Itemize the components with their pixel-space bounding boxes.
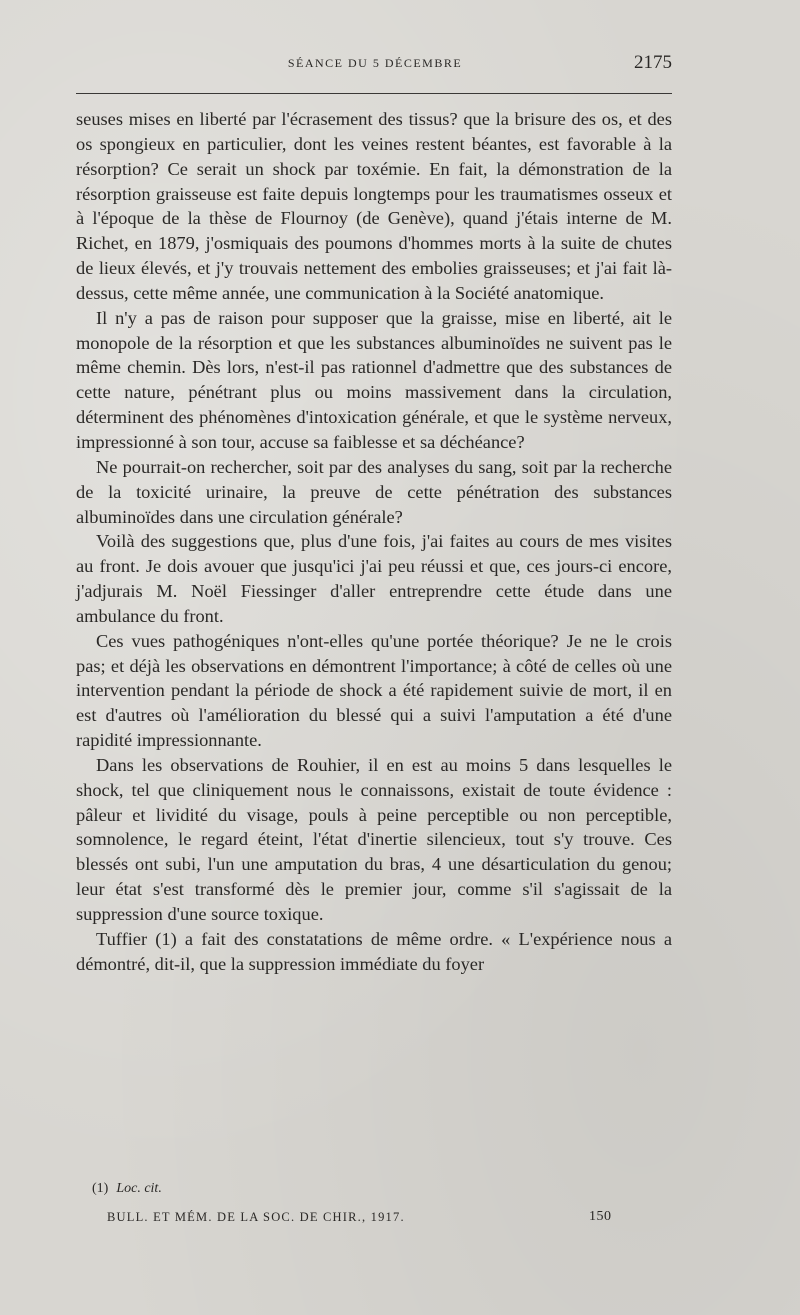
paragraph-1: seuses mises en liberté par l'écrasement des tissus? que la brisure des os, et des os spongieux en particulier, dont les veines restent béantes, est favorable à la résorption? Ce serait un shock par toxémie. En fait, la démonstration de la résorption graisseuse est faite depuis longtemps pour les traumatismes osseux et à l'époque de la thèse de Flournoy (de Genève), quand j'étais interne de M. Richet, en 1879, j'osmiquais des poumons d'hommes morts à la suite de chutes de lieux élevés, et j'y trouvais nettement des embolies graisseuses; et j'ai fait là-dessus, cette même année, une communication à la Société anatomique. [76, 109, 672, 303]
paragraph-4: Voilà des suggestions que, plus d'une fois, j'ai faites au cours de mes visites au front. Je dois avouer que jusqu'ici j'ai peu réussi et que, ces jours-ci encore, j'adjurais M. Noël Fiessinger d'aller entreprendre cette étude dans une ambulance du front. [76, 531, 672, 626]
signature-line [107, 1209, 627, 1229]
signature-text: BULL. ET MÉM. DE LA SOC. DE CHIR., 1917. [107, 1210, 405, 1224]
header-rule [76, 93, 672, 94]
paragraph-6: Dans les observations de Rouhier, il en est au moins 5 dans lesquelles le shock, tel que cliniquement nous le connaissons, existait de toute évidence : pâleur et lividité du visage, pouls à peine perceptible ou non perceptible, somnolence, le regard éteint, l'état d'inertie silencieux, tout s'y trouve. Ces blessés ont subi, l'un une amputation du bras, 4 une désarticulation du genou; leur état s'est transformé dès le premier jour, comme s'il s'agissait de la suppression d'une source toxique. [76, 754, 672, 924]
paragraph-2: Il n'y a pas de raison pour supposer que la graisse, mise en liberté, ait le monopole de la résorption et que les substances albuminoïdes ne suivent pas le même chemin. Dès lors, n'est-il pas rationnel d'admettre que des substances de cette nature, pénétrant plus ou moins massivement dans la circulation, déterminent des phénomènes d'intoxication générale, et que le système nerveux, impressionné à son tour, accuse sa faiblesse et sa déchéance? [76, 307, 672, 452]
signature-number: 150 [589, 1209, 612, 1224]
page-number: 2175 [634, 52, 672, 73]
footnote-text: Loc. cit. [116, 1181, 162, 1196]
footnote-marker: (1) [92, 1181, 109, 1196]
body-text [76, 107, 672, 977]
footnote [92, 1181, 162, 1197]
paragraph-7: Tuffier (1) a fait des constatations de même ordre. « L'expérience nous a démontré, dit-il, que la suppression immédiate du foyer [76, 928, 672, 974]
paragraph-3: Ne pourrait-on rechercher, soit par des analyses du sang, soit par la recherche de la toxicité urinaire, la preuve de cette pénétration des substances albuminoïdes dans une circulation générale? [76, 456, 672, 527]
paragraph-5: Ces vues pathogéniques n'ont-elles qu'une portée théorique? Je ne le crois pas; et déjà les observations en démontrent l'importance; à côté de celles où une intervention pendant la période de shock a été rapidement suivie de mort, il en est d'autres où l'amélioration du blessé qui a suivi l'amputation a été d'une rapidité impressionnante. [76, 630, 672, 751]
running-header [78, 52, 672, 76]
running-title: SÉANCE DU 5 DÉCEMBRE [287, 56, 463, 70]
